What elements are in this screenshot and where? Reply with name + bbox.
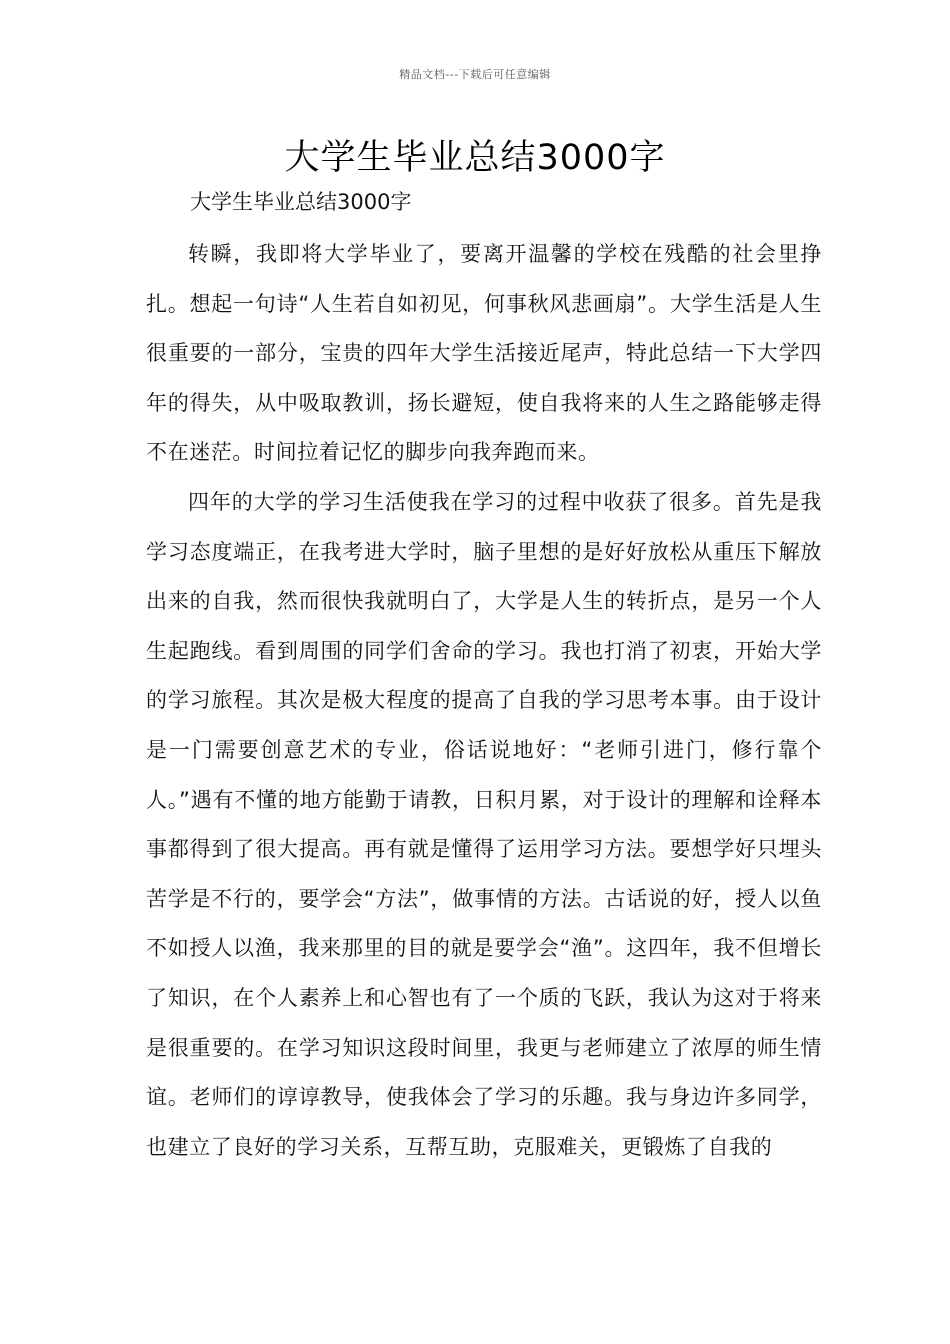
header-note: 精品文档---下载后可任意编辑 — [399, 68, 551, 81]
document-title: 大学生毕业总结3000字 — [284, 138, 666, 178]
document-body — [146, 230, 822, 1172]
paragraph: 转瞬，我即将大学毕业了，要离开温馨的学校在残酷的社会里挣扎。想起一句诗“人生若自如初见，何事秋风悲画扇”。大学生活是人生很重要的一部分，宝贵的四年大学生活接近尾声，特此总结一下大学四年的得失，从中吸取教训，扬长避短，使自我将来的人生之路能够走得不在迷茫。时间拉着记忆的脚步向我奔跑而来。 — [146, 242, 822, 465]
paragraph: 四年的大学的学习生活使我在学习的过程中收获了很多。首先是我学习态度端正，在我考进大学时，脑子里想的是好好放松从重压下解放出来的自我，然而很快我就明白了，大学是人生的转折点，是另一个人生起跑线。看到周围的同学们舍命的学习。我也打消了初衷，开始大学的学习旅程。其次是极大程度的提高了自我的学习思考本事。由于设计是一门需要创意艺术的专业，俗话说地好：“老师引进门，修行靠个人。”遇有不懂的地方能勤于请教，日积月累，对于设计的理解和诠释本事都得到了很大提高。再有就是懂得了运用学习方法。要想学好只埋头苦学是不行的，要学会“方法”，做事情的方法。古话说的好，授人以鱼不如授人以渔，我来那里的目的就是要学会“渔”。这四年，我不但增长了知识，在个人素养上和心智也有了一个质的飞跃，我认为这对于将来是很重要的。在学习知识这段时间里，我更与老师建立了浓厚的师生情谊。老师们的谆谆教导，使我体会了学习的乐趣。我与身边许多同学，也建立了良好的学习关系，互帮互助，克服难关，更锻炼了自我的 — [146, 489, 822, 1159]
document-subtitle: 大学生毕业总结3000字 — [190, 190, 412, 214]
